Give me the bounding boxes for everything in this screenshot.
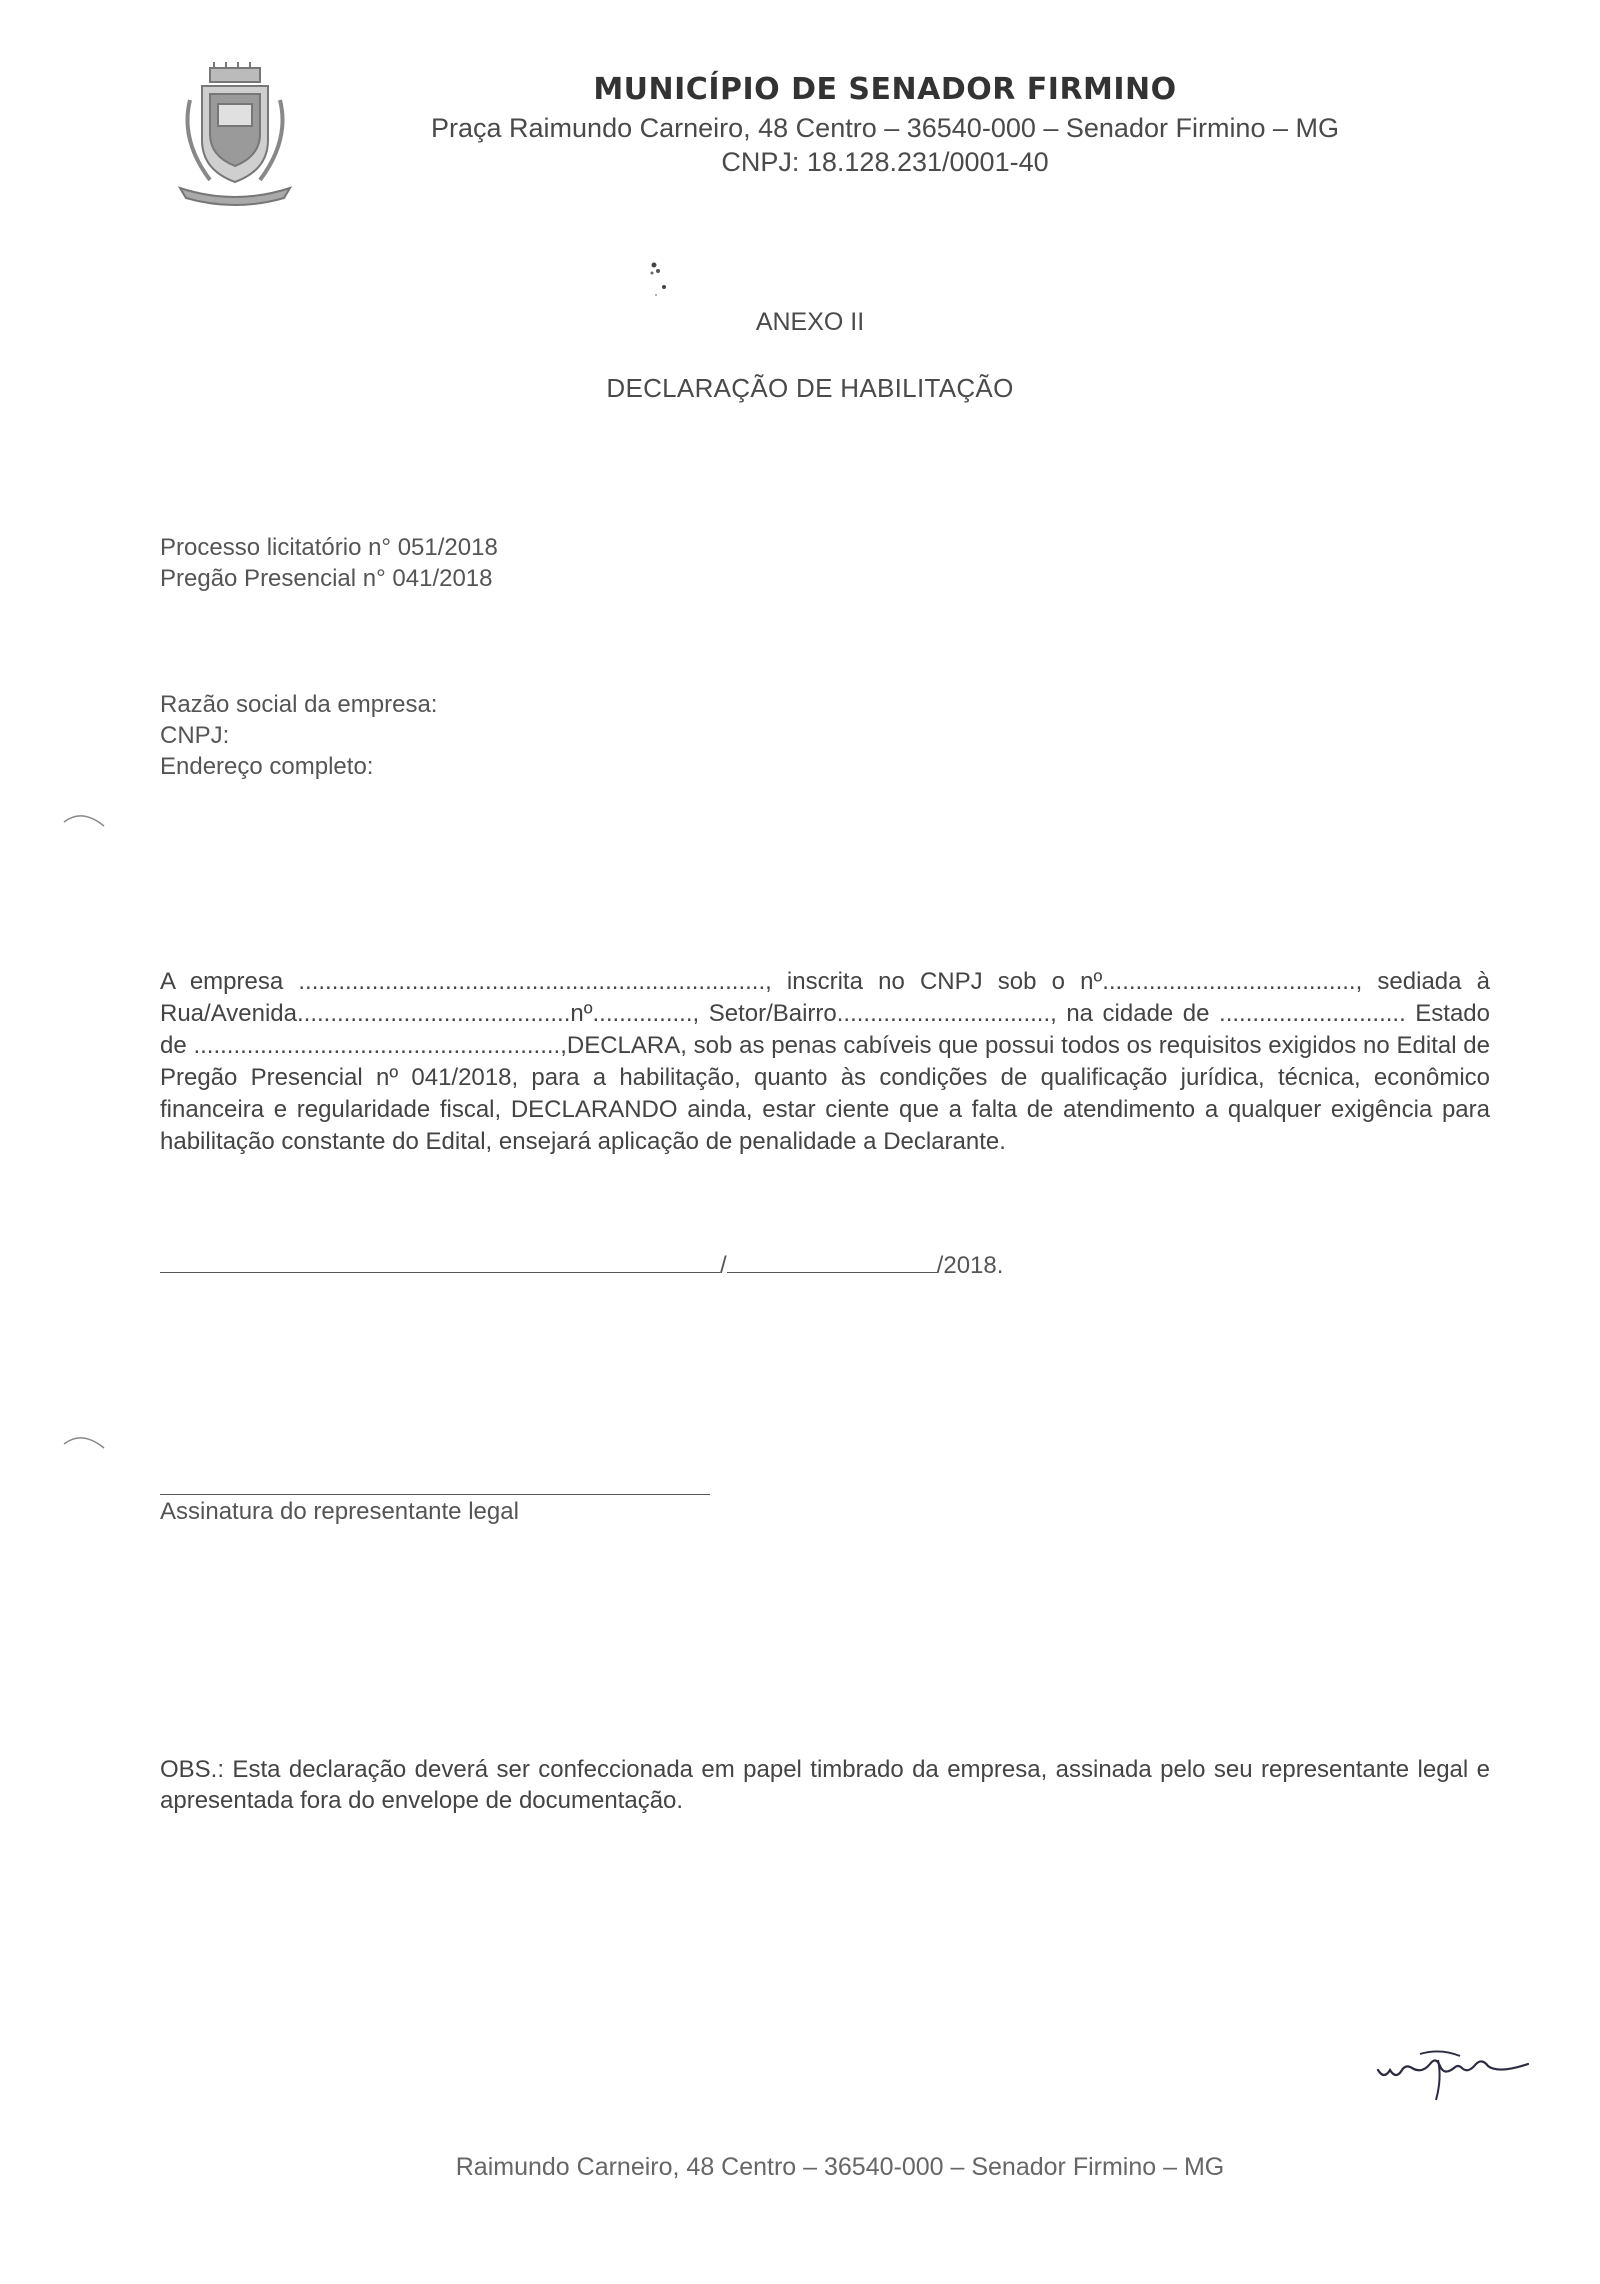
date-line [160, 1250, 1003, 1280]
municipality-address: Praça Raimundo Carneiro, 48 Centro – 36540-000 – Senador Firmino – MG [431, 113, 1339, 143]
date-separator: / [720, 1252, 727, 1279]
municipality-name: MUNICÍPIO DE SENADOR FIRMINO [593, 72, 1177, 107]
page-footer: Raimundo Carneiro, 48 Centro – 36540-000 – Senador Firmino – MG [455, 2153, 1225, 2181]
declaration-text: A empresa ......................................................................, inscrita no CNPJ sob o nº......................................, sediada à Rua/Avenida.........................................nº..............., Setor/Bairro................................, na cidade de ............................ Estado de .......................................................,DECLARA, sob as penas cabíveis que possui todos os requisitos exigidos no Edital de Pregão Presencial nº 041/2018, para a habilitação, quanto às condições de qualificação jurídica, técnica, econômico financeira e regularidade fiscal, DECLARANDO ainda, estar ciente que a falta de atendimento a qualquer exigência para habilitação constante do Edital, ensejará aplicação de penalidade a Declarante. [160, 968, 1490, 1155]
scan-specks-icon [640, 255, 700, 305]
signature-label: Assinatura do representante legal [160, 1498, 519, 1525]
process-number: Processo licitatório n° 051/2018 [160, 534, 498, 561]
auction-number: Pregão Presencial n° 041/2018 [160, 565, 493, 592]
company-name-label: Razão social da empresa: [160, 691, 438, 718]
observation-note: OBS.: Esta declaração deverá ser confeccionada em papel timbrado da empresa, assinada pelo seu representante legal e apresentada fora do envelope de documentação. [160, 1756, 1490, 1814]
company-cnpj-label: CNPJ: [160, 722, 230, 749]
municipality-cnpj: CNPJ: 18.128.231/0001-40 [721, 147, 1049, 177]
margin-mark-icon [62, 808, 112, 828]
company-address-label: Endereço completo: [160, 753, 374, 780]
process-info [160, 532, 498, 594]
date-year: /2018. [936, 1252, 1004, 1279]
document-title: DECLARAÇÃO DE HABILITAÇÃO [606, 373, 1014, 403]
signature-line [160, 1494, 710, 1495]
annex-label: ANEXO II [755, 308, 865, 336]
handwritten-initials-icon [1370, 2040, 1570, 2110]
margin-mark-icon [62, 1430, 112, 1450]
date-month-rule [727, 1250, 937, 1273]
date-day-month-rule [160, 1250, 720, 1273]
company-fields [160, 689, 437, 782]
